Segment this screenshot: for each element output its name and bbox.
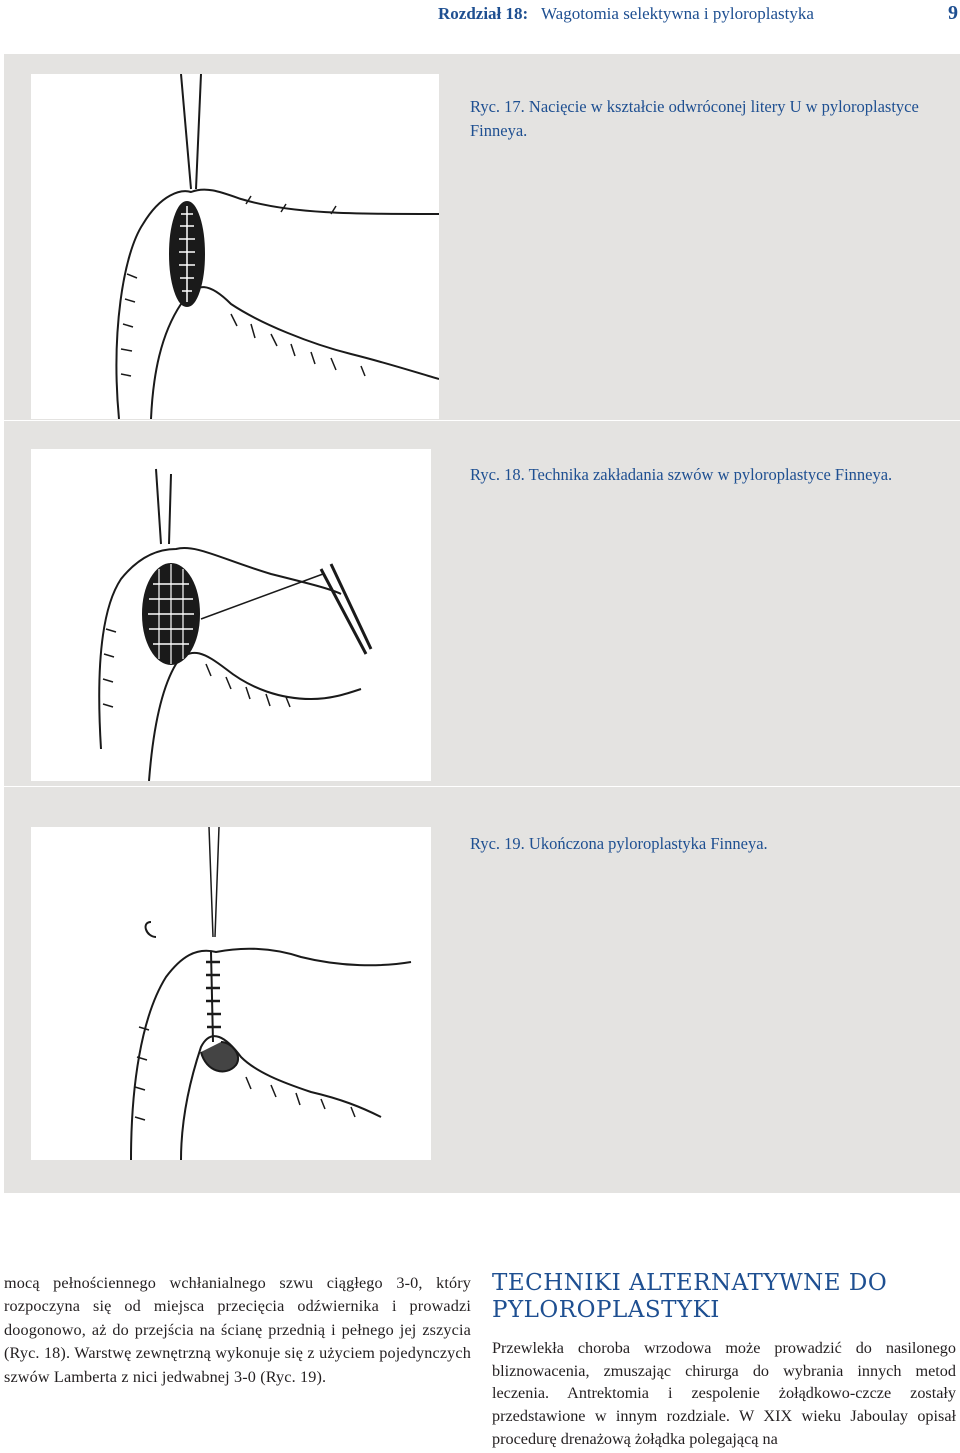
section-paragraph: Przewlekła choroba wrzodowa może prowadzić do nasilonego bliznowacenia, zmuszając chirurga do wybrania innych metod leczenia. Antrektomia i zespolenie żołądkowo-czcze zostały przedstawione w innym rozdziale. W XIX wieku Jaboulay opisał procedurę drenażową żołądka polegającą na <box>492 1339 956 1448</box>
chapter-label: Rozdział 18: <box>438 4 529 23</box>
body-paragraph: mocą pełnościennego wchłanialnego szwu ciągłego 3-0, który rozpoczyna się od miejsca przecięcia odźwiernika i prowadzi doogonowo, aż do przejścia na ścianę przednią i pełnego jej zszycia (Ryc. 18). Warstwę zewnętrzną wykonuje się z użyciem pojedynczych szwów Lamberta z nici jedwabnej 3-0 (Ryc. 19). <box>4 1274 471 1386</box>
page-number: 9 <box>948 2 958 24</box>
figure-19-caption: Ryc. 19. Ukończona pyloroplastyka Finneya. <box>470 834 768 853</box>
figure-17-caption: Ryc. 17. Nacięcie w kształcie odwróconej litery U w pyloroplastyce Finneya. <box>470 97 919 140</box>
figure-17-illustration <box>31 74 439 419</box>
figure-17-panel <box>4 54 960 420</box>
figure-19-illustration <box>31 827 431 1160</box>
chapter-title: Wagotomia selektywna i pyloroplastyka <box>541 4 814 23</box>
figure-18-illustration <box>31 449 431 781</box>
figure-19-panel <box>4 787 960 1193</box>
section-heading: TECHNIKI ALTERNATYWNE DO PYLOROPLASTYKI <box>492 1270 888 1323</box>
figure-18-caption: Ryc. 18. Technika zakładania szwów w pyloroplastyce Finneya. <box>470 465 893 484</box>
figure-18-panel <box>4 421 960 786</box>
running-header <box>0 0 960 32</box>
